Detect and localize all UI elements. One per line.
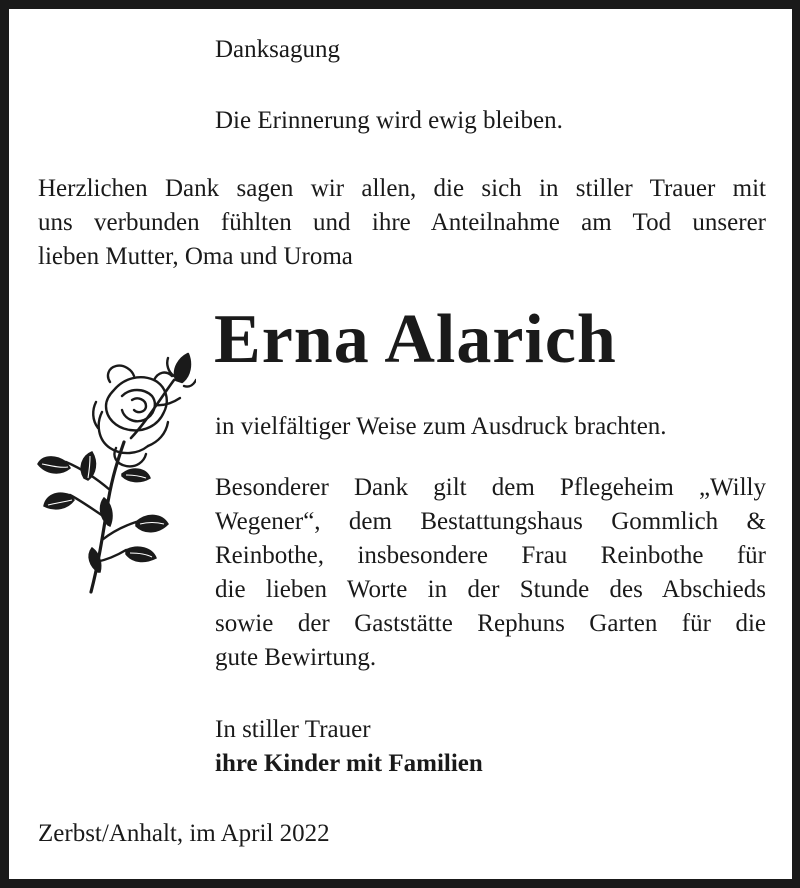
intro-line: uns verbunden fühlten und ihre Anteilnahme am Tod unserer (38, 209, 766, 236)
notice-motto: Die Erinnerung wird ewig bleiben. (215, 107, 563, 134)
intro-line: lieben Mutter, Oma und Uroma (38, 243, 353, 270)
deceased-name: Erna Alarich (214, 301, 617, 378)
place-date: Zerbst/Anhalt, im April 2022 (38, 820, 330, 847)
thanks-line: gute Bewirtung. (215, 644, 377, 671)
thanks-line: sowie der Gaststätte Rephuns Garten für die (215, 610, 766, 637)
family-signature: ihre Kinder mit Familien (215, 750, 483, 777)
rose-icon (36, 350, 196, 595)
thanks-line: Reinbothe, insbesondere Frau Reinbothe für (215, 542, 766, 569)
mourning-text: In stiller Trauer (215, 716, 371, 743)
intro-paragraph (38, 172, 766, 274)
intro-line: Herzlichen Dank sagen wir allen, die sich in stiller Trauer mit (38, 175, 766, 202)
special-thanks-paragraph (215, 471, 766, 675)
thanks-line: Besonderer Dank gilt dem Pflegeheim „Willy (215, 474, 766, 501)
continuation-text: in vielfältiger Weise zum Ausdruck brachten. (215, 413, 667, 440)
thanks-line: Wegener“, dem Bestattungshaus Gommlich & (215, 508, 766, 535)
notice-heading: Danksagung (215, 36, 340, 63)
thanks-line: die lieben Worte in der Stunde des Abschieds (215, 576, 766, 603)
